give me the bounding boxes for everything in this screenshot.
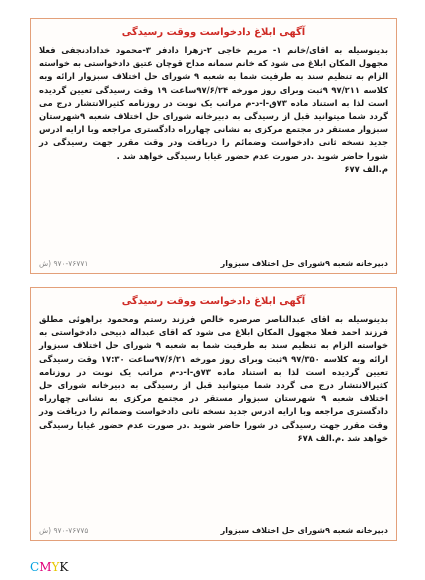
notice-1-title: آگهی ابلاغ دادخواست ووقت رسیدگی [121, 27, 306, 38]
notice-1-footer [39, 259, 388, 268]
notice-1-ref-code: ۹۷۰-۷۶۷۷۱ (ش [39, 259, 89, 268]
notice-2-signature: دبیرخانه شعبه ۹شورای حل اختلاف سبزوار [220, 526, 388, 535]
cmyk-letter-m: M [39, 560, 52, 574]
cmyk-letter-k: K [59, 560, 69, 574]
notice-2-title: آگهی ابلاغ دادخواست ووقت رسیدگی [121, 296, 306, 307]
notice-2-body [39, 313, 388, 445]
cmyk-letter-y: Y [51, 560, 60, 574]
notice-1-paragraph: بدینوسیله به اقای/خانم ۱- مریم خاجی ۲-زهرا دادفر ۳-محمود خدادادنجفی فعلا مجهول المکان ابلاغ می شود که خانم سمانه مداح قوچان عتیق دادخواستی به خواسته الزام به تنظیم سند به طرفیت شما به شعبه ۹ شورای حل اختلاف سبزوار ارائه وبه کلاسه ۹۷/۲۱۱ ۹ثبت وبرای روز مورخه ۹۷/۶/۲۴ساعت ۱۹ وقت رسیدگی تعیین گردیده است لذا به استناد ماده ۷۳ق-ا-د-م مراتب یک نوبت در روزنامه کثیرالانتشار درج می گردد شما میتوانید قبل از رسیدگی به دبیرخانه شورای حل اختلاف شعبه ۹شهرستان سبزوار مستقر در مجتمع مرکزی به نشانی چهارراه دادگستری مراجعه وبا ارایه ادرس جدید نسخه ثانی دادخواست وضمائم را دریافت ودر وقت مقرر جهت رسیدگی در شورا حاضر شوید .در صورت عدم حضور غیابا رسیدگی خواهد شد . [39, 45, 388, 161]
notice-1-signature: دبیرخانه شعبه ۹شورای حل اختلاف سبزوار [220, 259, 388, 268]
notice-1-body [39, 44, 388, 176]
notice-1-reference: م.الف ۶۷۷ [344, 163, 388, 174]
notice-2 [30, 287, 397, 541]
cmyk-letter-c: C [30, 560, 40, 574]
notice-2-ref-code: ۹۷۰-۷۶۷۷۵ (ش [39, 526, 89, 535]
notice-2-footer [39, 526, 388, 535]
cmyk-print-mark [30, 560, 68, 574]
notice-1 [30, 18, 397, 274]
notice-2-paragraph: بدینوسیله به اقای عبدالناصر صرصره خالص فرزند رستم ومحمود براهوئی مطلق فرزند احمد فعلا مجهول المکان ابلاغ می شود که اقای عبداله ذبیحی دادخواستی به خواسته الزام به تنظیم سند به طرفیت شما به شعبه ۹ شورای حل اختلاف سبزوار ارائه وبه کلاسه ۹۷/۳۵۰ ۹ثبت وبرای روز مورخه ۹۷/۶/۲۱ساعت ۱۷:۳۰ وقت رسیدگی تعیین گردیده است لذا به استناد ماده ۷۳ق-ا-د-م مراتب یک نوبت در روزنامه کثیرالانتشار درج می گردد شما میتوانید قبل از رسیدگی به دبیرخانه شورای حل اختلاف شعبه ۹ شهرستان سبزوار مستقر در مجتمع مرکزی به نشانی چهارراه دادگستری مراجعه وبا ارایه ادرس جدید نسخه ثانی دادخواست وضمائم را دریافت ودر وقت مقرر جهت رسیدگی در شورا حاضر شوید .در صورت عدم حضور غیابا رسیدگی خواهد شد .م.الف ۶۷۸ [39, 314, 388, 443]
